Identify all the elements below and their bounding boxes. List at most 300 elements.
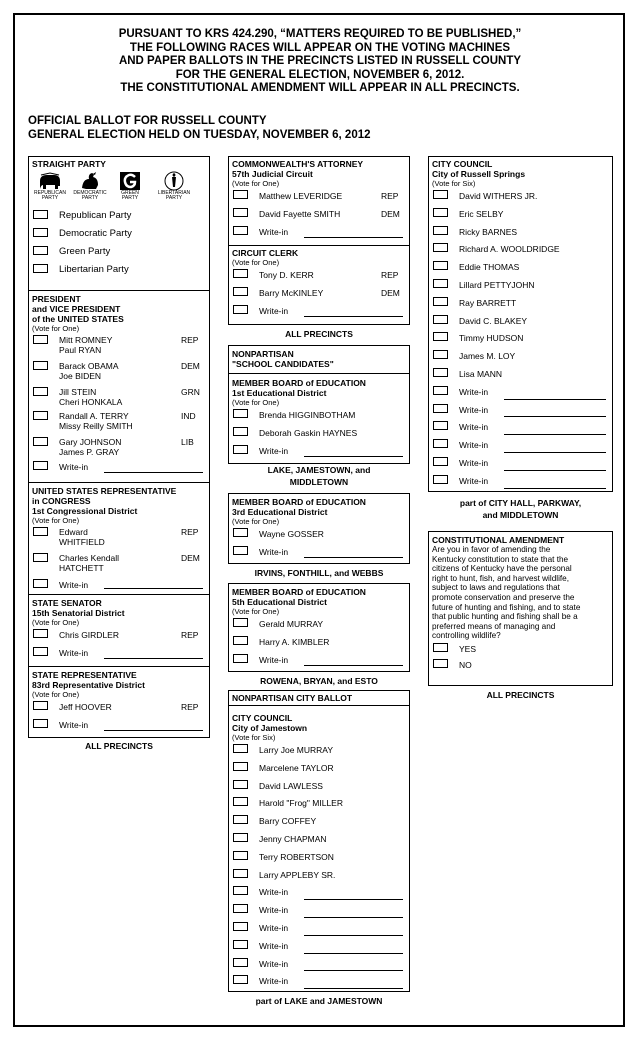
straight-party-option[interactable]: [29, 243, 209, 261]
candidate-row[interactable]: [229, 795, 409, 813]
checkbox[interactable]: [433, 279, 448, 288]
candidate-name: Edward: [59, 527, 88, 537]
write-in-row[interactable]: [229, 652, 409, 668]
section-subtitle: 1st Congressional District: [32, 506, 138, 516]
write-in-row[interactable]: [229, 902, 409, 920]
write-in-line[interactable]: [304, 899, 403, 900]
checkbox[interactable]: [433, 404, 448, 413]
candidate-name: Eddie THOMAS: [459, 262, 520, 273]
candidate-name: Wayne GOSSER: [259, 529, 324, 539]
checkbox[interactable]: [33, 335, 48, 344]
section-subtitle: in CONGRESS: [32, 496, 91, 506]
logo-label: PARTY: [41, 195, 59, 201]
write-in-line[interactable]: [304, 917, 403, 918]
checkbox[interactable]: [33, 210, 48, 219]
candidate-row[interactable]: [429, 259, 612, 277]
checkbox[interactable]: [433, 475, 448, 484]
candidate-name: Jill STEIN: [59, 387, 97, 397]
vote-instruction: (Vote for Six): [432, 179, 476, 188]
write-in-label: Write-in: [59, 648, 89, 658]
checkbox[interactable]: [33, 527, 48, 536]
section-title: STATE SENATOR: [32, 598, 102, 608]
candidate-row[interactable]: [29, 359, 209, 385]
write-in-row[interactable]: [229, 920, 409, 938]
running-mate-name: Joe BIDEN: [59, 371, 102, 381]
party-label: REP: [381, 191, 399, 201]
checkbox[interactable]: [33, 228, 48, 237]
president-section: [29, 291, 209, 483]
write-in-row[interactable]: [229, 544, 409, 560]
party-label: REP: [181, 527, 199, 537]
option-label: Republican Party: [59, 210, 132, 221]
logo-label: GREEN: [121, 190, 139, 196]
column-1-box: [28, 156, 210, 738]
candidate-row[interactable]: [429, 366, 612, 384]
checkbox[interactable]: [33, 387, 48, 396]
city-ballot-jamestown-box: [228, 690, 410, 992]
checkbox[interactable]: [233, 869, 248, 878]
candidate-name: Richard A. WOOLDRIDGE: [459, 244, 560, 255]
party-logos: [29, 169, 209, 207]
checkbox[interactable]: [33, 719, 48, 728]
write-in-row[interactable]: [429, 473, 612, 491]
section-subtitle: City of Russell Springs: [432, 169, 526, 179]
candidate-row[interactable]: [229, 831, 409, 849]
write-in-label: Write-in: [459, 457, 489, 468]
header-line: THE CONSTITUTIONAL AMENDMENT WILL APPEAR IN ALL PRECINCTS.: [120, 82, 520, 94]
section-title: NONPARTISAN: [232, 349, 294, 359]
us-representative-section: [29, 483, 209, 595]
candidate-name: David WITHERS JR.: [459, 191, 538, 201]
section-title: STATE REPRESENTATIVE: [32, 670, 137, 680]
candidate-name: Gerald MURRAY: [259, 619, 324, 629]
candidate-row[interactable]: [229, 616, 409, 634]
write-in-label: Write-in: [59, 580, 89, 590]
party-label: REP: [181, 702, 199, 712]
amendment-text-line: Are you in favor of amending the: [432, 545, 551, 554]
vote-instruction: (Vote for One): [232, 258, 280, 267]
candidate-name: Deborah Gaskin HAYNES: [259, 428, 358, 438]
write-in-label: Write-in: [459, 404, 489, 415]
write-in-row[interactable]: [429, 437, 612, 455]
russell-springs-council-box: [428, 156, 613, 492]
write-in-label: Write-in: [259, 887, 289, 898]
candidate-name: Lisa MANN: [459, 368, 502, 379]
candidate-name: Barry McKINLEY: [259, 288, 324, 298]
write-in-line[interactable]: [304, 988, 403, 989]
checkbox[interactable]: [233, 190, 248, 199]
checkbox[interactable]: [433, 297, 448, 306]
checkbox[interactable]: [233, 226, 248, 235]
checkbox[interactable]: [433, 208, 448, 217]
write-in-line[interactable]: [504, 416, 606, 417]
checkbox[interactable]: [433, 332, 448, 341]
checkbox[interactable]: [33, 264, 48, 273]
write-in-line[interactable]: [304, 935, 403, 936]
section-title: COMMONWEALTH'S ATTORNEY: [232, 159, 364, 169]
candidate-row[interactable]: [429, 330, 612, 348]
candidate-row[interactable]: [229, 425, 409, 443]
checkbox[interactable]: [433, 243, 448, 252]
running-mate-name: Cheri HONKALA: [59, 397, 123, 407]
checkbox[interactable]: [233, 886, 248, 895]
green-g-icon: [113, 171, 147, 201]
write-in-line[interactable]: [504, 434, 606, 435]
checkbox[interactable]: [433, 643, 448, 652]
candidate-row[interactable]: [229, 778, 409, 796]
write-in-line[interactable]: [504, 452, 606, 453]
candidate-name: Harry A. KIMBLER: [259, 637, 330, 647]
section-subtitle: 83rd Representative District: [32, 680, 145, 690]
write-in-row[interactable]: [229, 303, 409, 319]
candidate-row[interactable]: [229, 526, 409, 544]
candidate-row[interactable]: [429, 224, 612, 242]
section-subtitle: 1st Educational District: [232, 388, 327, 398]
checkbox[interactable]: [33, 553, 48, 562]
section-title: NONPARTISAN CITY BALLOT: [232, 693, 353, 703]
section-subtitle: City of Jamestown: [232, 723, 308, 733]
official-ballot-title: OFFICIAL BALLOT FOR RUSSELL COUNTY: [28, 115, 267, 127]
checkbox[interactable]: [433, 659, 448, 668]
section-title: MEMBER BOARD of EDUCATION: [232, 587, 366, 597]
candidate-row[interactable]: [29, 409, 209, 435]
checkbox[interactable]: [233, 797, 248, 806]
candidate-row[interactable]: [429, 206, 612, 224]
checkbox[interactable]: [233, 208, 248, 217]
candidate-name: David Fayette SMITH: [259, 209, 341, 219]
write-in-line[interactable]: [504, 399, 606, 400]
candidate-name: Ray BARRETT: [459, 297, 517, 308]
candidate-name: Charles Kendall: [59, 553, 120, 563]
vote-instruction: (Vote for Six): [232, 733, 276, 742]
straight-party-option[interactable]: [29, 207, 209, 225]
candidate-row[interactable]: [229, 206, 409, 224]
city-ballot-header: [229, 691, 409, 706]
checkbox[interactable]: [33, 647, 48, 656]
candidate-name: Larry Joe MURRAY: [259, 745, 333, 755]
write-in-row[interactable]: [429, 419, 612, 437]
candidate-row[interactable]: [29, 699, 209, 717]
checkbox[interactable]: [233, 833, 248, 842]
candidate-name: Barry COFFEY: [259, 816, 317, 827]
write-in-row[interactable]: [429, 384, 612, 402]
section-subtitle: 3rd Educational District: [232, 507, 328, 517]
checkbox[interactable]: [233, 409, 248, 418]
candidate-row[interactable]: [229, 188, 409, 206]
candidate-name: Barack OBAMA: [59, 361, 119, 371]
checkbox[interactable]: [433, 386, 448, 395]
checkbox[interactable]: [233, 269, 248, 278]
precinct-caption: ALL PRECINCTS: [486, 690, 555, 700]
amendment-text-line: that public hunting and fishing shall be a: [432, 612, 578, 622]
candidate-row[interactable]: [429, 277, 612, 295]
section-title: UNITED STATES REPRESENTATIVE: [32, 486, 177, 496]
checkbox[interactable]: [233, 922, 248, 931]
education-district-5-box: [228, 583, 410, 672]
party-label: REP: [181, 630, 199, 640]
party-label: REP: [381, 270, 399, 280]
candidate-name: Matthew LEVERIDGE: [259, 191, 343, 201]
candidate-name: Randall A. TERRY: [59, 411, 129, 421]
nonpartisan-header: [229, 346, 409, 374]
logo-label: DEMOCRATIC: [73, 190, 107, 196]
candidate-row[interactable]: [29, 435, 209, 459]
checkbox[interactable]: [433, 421, 448, 430]
commonwealth-attorney-section: [229, 157, 409, 246]
write-in-row[interactable]: [429, 455, 612, 473]
write-in-label: Write-in: [459, 422, 489, 433]
vote-instruction: (Vote for One): [32, 516, 80, 525]
write-in-line[interactable]: [304, 970, 403, 971]
header-line: FOR THE GENERAL ELECTION, NOVEMBER 6, 2012.: [175, 68, 465, 81]
section-subtitle: "SCHOOL CANDIDATES": [232, 359, 334, 369]
candidate-row[interactable]: [29, 333, 209, 359]
party-label: DEM: [381, 288, 400, 298]
candidate-row[interactable]: [29, 627, 209, 645]
candidate-row[interactable]: [229, 742, 409, 760]
checkbox[interactable]: [33, 361, 48, 370]
candidate-name: Chris GIRDLER: [59, 630, 119, 640]
amendment-text-line: Kentucky constitution to state that the: [432, 554, 569, 564]
write-in-label: Write-in: [259, 922, 289, 933]
write-in-line[interactable]: [104, 472, 203, 473]
candidate-name: Marcelene TAYLOR: [259, 762, 334, 773]
candidate-name: Mitt ROMNEY: [59, 335, 113, 345]
precinct-caption: IRVINS, FONTHILL, and WEBBS: [254, 568, 384, 578]
amendment-text-line: right to hunt, fish, and harvest wildlife,: [432, 573, 569, 583]
candidate-row[interactable]: [229, 634, 409, 652]
precinct-caption: ALL PRECINCTS: [85, 741, 153, 751]
party-label: DEM: [181, 553, 200, 563]
party-label: DEM: [181, 361, 200, 371]
checkbox[interactable]: [433, 368, 448, 377]
header-line: THE FOLLOWING RACES WILL APPEAR ON THE VOTING MACHINES: [129, 41, 511, 54]
amendment-text-line: promote conservation and preserve the: [432, 592, 575, 602]
candidate-row[interactable]: [429, 188, 612, 206]
precinct-caption: part of CITY HALL, PARKWAY,: [459, 498, 582, 508]
party-label: LIB: [181, 437, 194, 447]
candidate-name: Jenny CHAPMAN: [259, 833, 327, 844]
write-in-label: Write-in: [259, 227, 289, 237]
write-in-row[interactable]: [29, 459, 209, 475]
checkbox[interactable]: [433, 315, 448, 324]
checkbox[interactable]: [33, 437, 48, 446]
candidate-row[interactable]: [429, 295, 612, 313]
write-in-row[interactable]: [229, 938, 409, 956]
logo-label: REPUBLICAN: [34, 190, 66, 196]
party-label: REP: [181, 335, 199, 345]
checkbox[interactable]: [233, 528, 248, 537]
education-district-1-section: [229, 374, 409, 463]
write-in-line[interactable]: [304, 316, 403, 317]
vote-instruction: (Vote for One): [232, 398, 280, 407]
candidate-row[interactable]: [229, 849, 409, 867]
write-in-label: Write-in: [259, 655, 289, 665]
candidate-name: David LAWLESS: [259, 780, 323, 791]
straight-party-option[interactable]: [29, 225, 209, 243]
write-in-line[interactable]: [304, 557, 403, 558]
section-title: MEMBER BOARD of EDUCATION: [232, 378, 366, 388]
write-in-label: Write-in: [259, 446, 289, 456]
candidate-name: Larry APPLEBY SR.: [259, 869, 336, 880]
header-line: AND PAPER BALLOTS IN THE PRECINCTS LISTED IN RUSSELL COUNTY: [118, 55, 522, 67]
checkbox[interactable]: [433, 261, 448, 270]
write-in-row[interactable]: [229, 443, 409, 459]
checkbox[interactable]: [233, 445, 248, 454]
checkbox[interactable]: [33, 579, 48, 588]
checkbox[interactable]: [233, 851, 248, 860]
option-label: Democratic Party: [59, 228, 132, 239]
vote-instruction: (Vote for One): [232, 179, 280, 188]
section-title: CITY COUNCIL: [432, 159, 493, 169]
write-in-row[interactable]: [229, 956, 409, 974]
checkbox[interactable]: [233, 546, 248, 555]
straight-party-section: [29, 157, 209, 291]
write-in-label: Write-in: [459, 386, 489, 397]
amendment-text-line: subject to laws and regulations that: [432, 583, 560, 593]
logo-label: PARTY: [165, 195, 183, 201]
checkbox[interactable]: [233, 904, 248, 913]
write-in-label: Write-in: [459, 440, 489, 451]
checkbox[interactable]: [233, 427, 248, 436]
checkbox[interactable]: [233, 744, 248, 753]
section-title: STRAIGHT PARTY: [32, 159, 106, 169]
checkbox[interactable]: [233, 305, 248, 314]
candidate-name: Lillard PETTYJOHN: [459, 279, 535, 290]
write-in-line[interactable]: [504, 470, 606, 471]
candidate-row[interactable]: [29, 525, 209, 551]
checkbox[interactable]: [33, 461, 48, 470]
candidate-name: Terry ROBERTSON: [259, 851, 334, 862]
section-title: PRESIDENT: [32, 294, 81, 304]
attorney-clerk-box: [228, 156, 410, 325]
candidate-row[interactable]: [229, 267, 409, 285]
write-in-label: Write-in: [59, 462, 89, 472]
vote-instruction: (Vote for One): [232, 517, 280, 526]
write-in-label: Write-in: [259, 905, 289, 916]
rooster-icon: [73, 171, 107, 201]
write-in-row[interactable]: [229, 884, 409, 902]
elephant-icon: [33, 171, 67, 201]
candidate-row[interactable]: [29, 551, 209, 577]
candidate-name: James M. LOY: [459, 351, 516, 362]
checkbox[interactable]: [433, 350, 448, 359]
checkbox[interactable]: [233, 940, 248, 949]
write-in-line[interactable]: [504, 488, 606, 489]
candidate-row[interactable]: [229, 285, 409, 303]
checkbox[interactable]: [233, 636, 248, 645]
checkbox[interactable]: [433, 457, 448, 466]
write-in-line[interactable]: [304, 456, 403, 457]
education-district-3-box: [228, 493, 410, 564]
party-label: DEM: [381, 209, 400, 219]
logo-label: LIBERTARIAN: [157, 190, 191, 196]
running-mate-name: Missy Reilly SMITH: [59, 421, 133, 431]
yes-option[interactable]: [429, 641, 612, 657]
candidate-row[interactable]: [29, 385, 209, 409]
candidate-name: Ricky BARNES: [459, 226, 518, 237]
write-in-label: Write-in: [59, 720, 89, 730]
write-in-line[interactable]: [304, 953, 403, 954]
write-in-label: Write-in: [259, 976, 289, 987]
write-in-line[interactable]: [304, 665, 403, 666]
logo-label: PARTY: [121, 195, 139, 201]
write-in-label: Write-in: [259, 940, 289, 951]
write-in-line[interactable]: [104, 658, 203, 659]
write-in-row[interactable]: [29, 717, 209, 733]
state-senator-section: [29, 595, 209, 667]
checkbox[interactable]: [33, 629, 48, 638]
vote-instruction: (Vote for One): [32, 324, 80, 333]
checkbox[interactable]: [233, 780, 248, 789]
candidate-row[interactable]: [429, 241, 612, 259]
write-in-row[interactable]: [229, 973, 409, 991]
candidate-row[interactable]: [229, 760, 409, 778]
write-in-row[interactable]: [29, 645, 209, 661]
checkbox[interactable]: [233, 287, 248, 296]
checkbox[interactable]: [233, 618, 248, 627]
section-subtitle: 5th Educational District: [232, 597, 327, 607]
vote-instruction: (Vote for One): [32, 618, 80, 627]
write-in-row[interactable]: [429, 402, 612, 420]
no-option[interactable]: [429, 657, 612, 673]
checkbox[interactable]: [233, 654, 248, 663]
section-title: CONSTITUTIONAL AMENDMENT: [432, 535, 565, 545]
checkbox[interactable]: [33, 701, 48, 710]
candidate-row[interactable]: [429, 348, 612, 366]
checkbox[interactable]: [233, 958, 248, 967]
precinct-caption: MIDDLETOWN: [289, 477, 349, 487]
running-mate-name: Paul RYAN: [59, 345, 102, 355]
checkbox[interactable]: [33, 246, 48, 255]
checkbox[interactable]: [233, 815, 248, 824]
straight-party-option[interactable]: [29, 261, 209, 279]
write-in-line[interactable]: [104, 588, 203, 589]
candidate-name: HATCHETT: [59, 563, 104, 573]
candidate-row[interactable]: [229, 813, 409, 831]
checkbox[interactable]: [233, 762, 248, 771]
amendment-text-line: citizens of Kentucky have the personal: [432, 564, 572, 574]
checkbox[interactable]: [433, 190, 448, 199]
candidate-row[interactable]: [429, 313, 612, 331]
checkbox[interactable]: [433, 226, 448, 235]
precinct-caption: ALL PRECINCTS: [285, 329, 353, 339]
candidate-name: Eric SELBY: [459, 208, 504, 219]
amendment-text-line: preferred means of managing and: [432, 621, 556, 631]
candidate-name: Tony D. KERR: [259, 270, 314, 280]
amendment-text-line: controlling wildlife?: [432, 631, 501, 641]
section-title: CITY COUNCIL: [232, 713, 293, 723]
checkbox[interactable]: [233, 975, 248, 984]
section-title: CIRCUIT CLERK: [232, 248, 299, 258]
checkbox[interactable]: [33, 411, 48, 420]
write-in-row[interactable]: [29, 577, 209, 591]
write-in-label: Write-in: [259, 547, 289, 557]
checkbox[interactable]: [433, 439, 448, 448]
precinct-caption: part of LAKE and JAMESTOWN: [255, 996, 383, 1006]
write-in-row[interactable]: [229, 224, 409, 240]
write-in-label: Write-in: [259, 306, 289, 316]
write-in-line[interactable]: [304, 237, 403, 238]
candidate-row[interactable]: [229, 407, 409, 425]
section-subtitle: 15th Senatorial District: [32, 608, 125, 618]
write-in-line[interactable]: [104, 730, 203, 731]
section-subtitle: of the UNITED STATES: [32, 314, 124, 324]
logo-label: PARTY: [81, 195, 99, 201]
candidate-row[interactable]: [229, 867, 409, 885]
section-title: MEMBER BOARD of EDUCATION: [232, 497, 366, 507]
write-in-label: Write-in: [459, 475, 489, 486]
